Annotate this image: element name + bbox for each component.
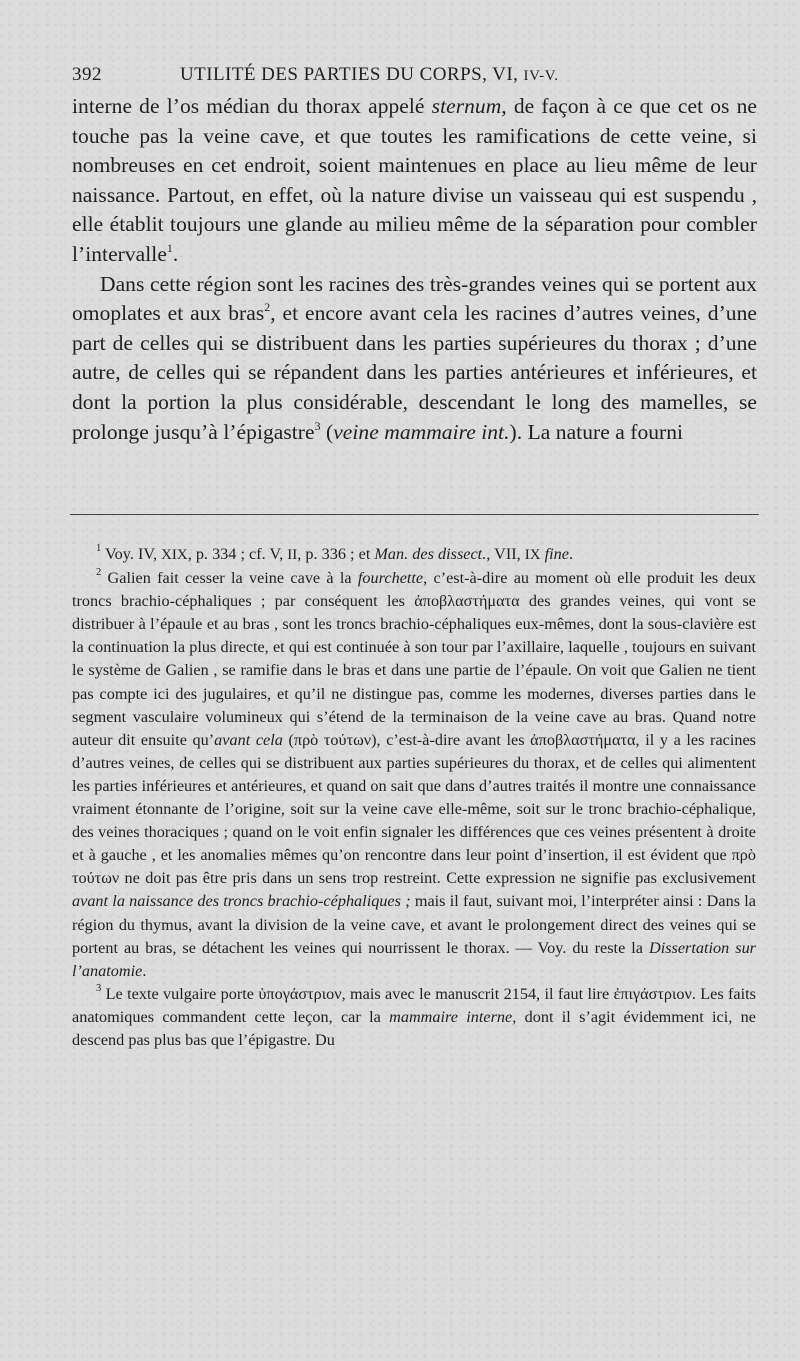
fn1-fine: fine [544, 545, 569, 563]
fn2-text-g: mais il faut, suivant moi, l’interpréter ainsi : Dans la région du thymus, avant la division de la veine cave, et avant le prolongement direct des veines qui se portent au bras, se détachent les veines qui nourrissent le thorax. — Voy. du reste la [72, 892, 756, 957]
running-head-suffix: , VI, [482, 64, 524, 85]
fn1-title-manual: Man. des dissect. [374, 545, 487, 563]
footnote-1-mark: 1 [96, 543, 102, 555]
running-head-ref: IV-V. [523, 68, 559, 84]
fn2-term-fourchette: fourchette [357, 569, 424, 588]
p1-text-c: , de façon à ce que cet os ne touche pas la veine cave, et que toutes les ramifications de cette veine, si nombreuses en cet endroit, soient maintenues en place au lieu même de leur naissance. Partout, en effet, où la nature divise un vaisseau qui est suspendu , elle établit toujours une glande au milieu même de la séparation pour combler l’intervalle [72, 94, 757, 266]
p2-text-a: Dans cette région sont les racines des très-grandes veines qui se portent aux omoplates et aux bras [72, 271, 757, 326]
main-text [72, 92, 757, 447]
p2-text-c: ( [320, 419, 334, 444]
fn1-roman-xix: XIX [161, 547, 188, 563]
fn1-text-a: Voy. IV, [101, 545, 162, 563]
p2-text-b: , et encore avant cela les racines d’autres veines, d’une part de celles qui se distribuent dans les parties supérieures du thorax ; d’une autre, de celles qui se répandent dans les parties antérieures et inférieures, et dont la portion la plus considérable, descendant le long des mamelles, se prolonge jusqu’à l’épigastre [72, 301, 757, 444]
footnotes [72, 543, 756, 1052]
fn2-text-i: . [142, 961, 147, 980]
p1-text-a: interne de l’os médian du thorax appelé [72, 94, 432, 118]
fn1-roman-ix: IX [524, 547, 541, 563]
running-head-title: UTILITÉ DES PARTIES DU CORPS [180, 64, 483, 85]
fn1-text-c: , p. 334 ; cf. V, [187, 545, 288, 563]
footnote-ref-3: 3 [314, 418, 321, 433]
paragraph-2 [72, 270, 757, 448]
footnote-3 [72, 983, 756, 1052]
fn2-text-e: (πρὸ τούτων), c’est-à-dire avant les ἀποβλαστήματα, il y a les racines d’autres veines, de celles qui se distribuent aux parties supérieures du thorax, et de celles qui alimentent les parties inférieures et antérieures, et quand on sait que dans d’autres traités il montre une connaissance vraiment étonnante de l’origine, soit sur la veine cave elle-même, soit sur le tronc brachio-céphalique, des veines thoraciques ; quand on le voit enfin signaler les différences que ces veines présentent à droite et à gauche , et les anomalies mêmes qu’on rencontre dans leur point d’insertion, il est évident que πρὸ τούτων ne doit pas être pris dans un sens trop restreint. Cette expression ne signifie pas exclusivement [72, 730, 757, 888]
page-header [72, 64, 758, 90]
running-head [180, 64, 559, 86]
fn1-text-g: , VII, [486, 545, 525, 563]
fn2-text-a: Galien fait cesser la veine cave à la [101, 569, 358, 588]
fn2-title-dissertation: Dissertation sur l’anatomie [72, 938, 757, 980]
footnote-ref-2: 2 [264, 300, 271, 315]
footnote-ref-1: 1 [166, 241, 173, 256]
fn1-text-k: . [568, 545, 574, 563]
p2-text-e: ). La nature a fourni [509, 419, 684, 444]
p1-text-d: . [172, 241, 179, 266]
footnote-2-mark: 2 [96, 567, 102, 579]
fn2-text-c: , c’est-à-dire au moment où elle produit les deux troncs brachio-céphaliques ; par conséquent les ἀποβλαστήματα des grandes veines, qui vont se distribuer à l’épaule et au bras , sont les troncs brachio-céphaliques eux-mêmes, dont la sous-clavière est la continuation la plus directe, et qui est continuée à son tour par l’axillaire, laquelle , toujours en suivant le système de Galien , se ramifie dans le bras et dans une partie de l’épaule. On voit que Galien ne tient pas compte ici des jugulaires, et qu’il ne distingue pas, comme les modernes, diverses parties dans le segment vasculaire volumineux qui s’étend de la terminaison de la veine cave au bras. Quand notre auteur dit ensuite qu’ [72, 569, 757, 749]
fn3-text-c: , dont il s’agit évidemment ici, ne descend pas plus bas que l’épigastre. Du [72, 1007, 756, 1049]
footnote-3-mark: 3 [96, 982, 102, 994]
fn3-text-a: Le texte vulgaire porte ὑπογάστριον, mais avec le manuscrit 2154, il faut lire ἐπιγάστριον. Les faits anatomiques commandent cette leçon, car la [72, 984, 756, 1026]
p1-term-sternum: sternum [431, 94, 502, 118]
page-number: 392 [72, 64, 102, 85]
footnote-separator [70, 514, 759, 515]
fn1-roman-ii: II [287, 547, 298, 563]
fn1-text-e: , p. 336 ; et [297, 545, 375, 563]
paragraph-1 [72, 92, 757, 270]
fn2-term-before-branching: avant la naissance des troncs brachio-céphaliques ; [72, 892, 411, 911]
footnote-1 [72, 543, 756, 567]
footnote-2 [72, 567, 756, 983]
fn2-term-avant-cela: avant cela [214, 730, 283, 749]
fn3-term-mammaire-interne: mammaire interne [389, 1007, 513, 1026]
p2-term-mammary-vein: veine mammaire int. [333, 419, 510, 444]
